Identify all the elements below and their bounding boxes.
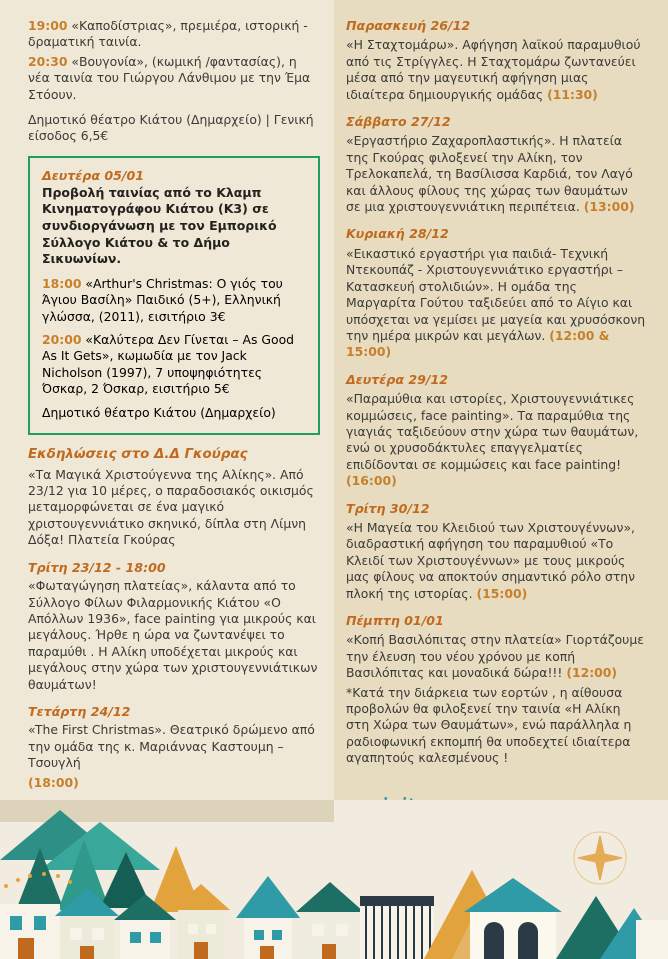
- right-dateline-4: Τρίτη 30/12: [346, 500, 430, 516]
- right-entry-0: [346, 18, 646, 103]
- gouras-time-2: (18:00): [28, 774, 79, 790]
- right-line-0: [346, 37, 646, 103]
- village-illustration: [0, 800, 668, 959]
- gouras-text-1: «Φωταγώγηση πλατείας», κάλαντα από το Σύλλογο Φίλων Φιλαρμονικής Κιάτου «Ο Απόλλων 1936», face painting για μικρούς και μεγάλους. Ήρθε η ώρα να ζωντανέψει το παραμύθι . Η Αλίκη υποδέχεται μικρούς και μεγάλους στην χώρα των χριστουγεννιάτικων θαυμάτων!: [28, 578, 318, 692]
- right-entry-3: [346, 372, 646, 490]
- gouras-section-title: Εκδηλώσεις στο Δ.Δ Γκούρας: [28, 446, 248, 462]
- right-line-2: [346, 246, 646, 361]
- right-line-5: [346, 632, 646, 681]
- boxed-time-1: 18:00: [42, 275, 82, 291]
- boxed-dateline-day: Δευτέρα: [42, 167, 100, 183]
- boxed-venue: Δημοτικό θέατρο Κιάτου (Δημαρχείο): [42, 404, 276, 420]
- gouras-item-0: [28, 467, 320, 549]
- right-text-0: «Η Σταχτομάρω». Αφήγηση λαϊκού παραμυθιού από τις Στρίγγλες. Η Σταχτομάρω ζωντανεύει μέσα από την μαγευτική αφήγηση μιας ιδιαίτερα δημιουργικής ομάδας: [346, 37, 641, 102]
- right-line-3: [346, 391, 646, 489]
- right-time-1: (13:00): [583, 199, 635, 215]
- right-dateline-0: Παρασκευή 26/12: [346, 18, 471, 33]
- right-text-5: «Κοπή Βασιλόπιτας στην πλατεία» Γιορτάζουμε την έλευση του νέου χρόνου με κοπή Βασιλόπιτας και μοναδικά δώρα!!!: [346, 632, 644, 681]
- boxed-dateline-date: 05/01: [104, 167, 145, 183]
- left-column: [0, 0, 334, 829]
- right-time-3: (16:00): [346, 473, 397, 489]
- right-dateline-1: Σάββατο 27/12: [346, 114, 451, 130]
- right-time-5: (12:00): [566, 665, 618, 681]
- gouras-dateline-1: Τρίτη 23/12 - 18:00: [28, 559, 166, 575]
- gouras-dateline-2: Τετάρτη 24/12: [28, 703, 131, 719]
- gouras-text-0: «Τα Μαγικά Χριστούγεννα της Αλίκης». Από 23/12 για 10 μέρες, ο παραδοσιακός οικισμός μεταμορφώνεται σε ένα μαγικό χριστουγεννιάτικο σκηνικό, δίπλα στη Λίμνη Δόξα! Πλατεία Γκούρας: [28, 466, 314, 548]
- right-time-2: (12:00 & 15:00): [346, 327, 610, 360]
- right-entry-2: [346, 226, 646, 360]
- right-line-1: [346, 133, 646, 215]
- boxed-line-1: [42, 276, 306, 325]
- right-line-4: [346, 520, 646, 602]
- top-screenings-block: [28, 18, 320, 145]
- right-column: [334, 0, 668, 800]
- screening-text-1: «Καποδίστριας», πρεμιέρα, ιστορική - δραματική ταινία.: [28, 18, 308, 50]
- right-entry-5: [346, 613, 646, 767]
- screening-time-2: 20:30: [28, 53, 68, 69]
- right-time-0: (11:30): [547, 86, 598, 102]
- screening-line-2: [28, 54, 320, 103]
- boxed-text-2: «Καλύτερα Δεν Γίνεται – As Good As It Gets», κωμωδία με τον Jack Nicholson (1997), 7 υποψηφιότητες Όσκαρ, 2 Όσκαρ, εισιτήριο 5€: [42, 332, 295, 397]
- boxed-event-05-01: [28, 156, 320, 435]
- right-entry-4: [346, 501, 646, 602]
- boxed-time-2: 20:00: [42, 332, 82, 348]
- boxed-text-1: «Arthur's Christmas: Ο γιός του Άγιου Βασίλη» Παιδικό (5+), Ελληνική γλώσσα, (2011), εισιτήριο 3€: [42, 275, 283, 324]
- right-dateline-2: Κυριακή 28/12: [346, 226, 449, 242]
- screening-text-2: «Βουγονία», (κωμική /φαντασίας), η νέα ταινία του Γιώργου Λάνθιμου με την Έμα Στόουν.: [28, 53, 311, 102]
- right-dateline-5: Πέμπτη 01/01: [346, 613, 444, 628]
- right-time-4: (15:00): [476, 585, 528, 601]
- right-text-2: «Εικαστικό εργαστήρι για παιδιά- Τεχνική Ντεκουπάζ - Χριστουγεννιάτικο εργαστήρι – Κατασκευή στολιδιών». Η ομάδα της Μαργαρίτα Γούτου ταξιδεύει από το Αίγιο και υπόσχεται να γεμίσει με μαγεία και χρυσόσκονη την ημέρα μικρών και μεγάλων.: [346, 245, 646, 343]
- right-text-1: «Εργαστήριο Ζαχαροπλαστικής». Η πλατεία της Γκούρας φιλοξενεί την Αλίκη, τον Τρελοκαπελά, τη Βασίλισσα Καρδιά, τον Λαγό και άλλους φίλους της χώρας των θαυμάτων σε μια χριστουγεννιάτικη περιπέτεια.: [346, 133, 633, 215]
- screening-line-1: [28, 18, 320, 51]
- boxed-dateline: [42, 168, 306, 183]
- right-dateline-3: Δευτέρα 29/12: [346, 371, 449, 387]
- boxed-intro: Προβολή ταινίας από το Κλαμπ Κινηματογράφου Κιάτου (Κ3) σε συνδιοργάνωση με τον Εμπορικό Σύλλογο Κιάτου & το Δήμο Σικυωνίων.: [42, 184, 277, 267]
- boxed-line-2: [42, 332, 306, 398]
- right-text-4: «Η Μαγεία του Κλειδιού των Χριστουγέννων», διαδραστική αφήγηση του παραμυθιού «Το Κλειδί των Χριστουγέννων» με τους μικρούς μας φίλους να αποκτούν σημαντικό ρόλο στην πλοκή της ιστορίας.: [346, 519, 636, 601]
- venue-line-top: Δημοτικό θέατρο Κιάτου (Δημαρχείο) | Γενική είσοδος 6,5€: [28, 112, 314, 144]
- right-text-3: «Παραμύθια και ιστορίες, Χριστουγεννιάτικες κομμώσεις, face painting». Τα παραμύθια της γιαγιάς ταξιδεύουν στην χώρα των θαυμάτων, ενώ οι χρυσοδάκτυλες επαγγελματίες επιδίδονται σε κομμώσεις και face painting!: [346, 391, 639, 472]
- right-entry-1: [346, 114, 646, 215]
- screening-time-1: 19:00: [28, 18, 68, 33]
- gouras-item-2: [28, 704, 320, 791]
- gouras-text-2: «The First Christmas». Θεατρικό δρώμενο από την ομάδα της κ. Μαριάννας Καστουμη –Τσουγλή: [28, 722, 315, 771]
- right-footnote: *Κατά την διάρκεια των εορτών , η αίθουσα προβολών θα φιλοξενεί την ταινία «Η Αλίκη στη Χώρα των Θαυμάτων», ενώ παράλληλα η ραδιοφωνική εκπομπή θα υποδεχτεί ιδιαίτερα αγαπητούς καλεσμένους !: [346, 684, 632, 766]
- gouras-item-1: [28, 560, 320, 693]
